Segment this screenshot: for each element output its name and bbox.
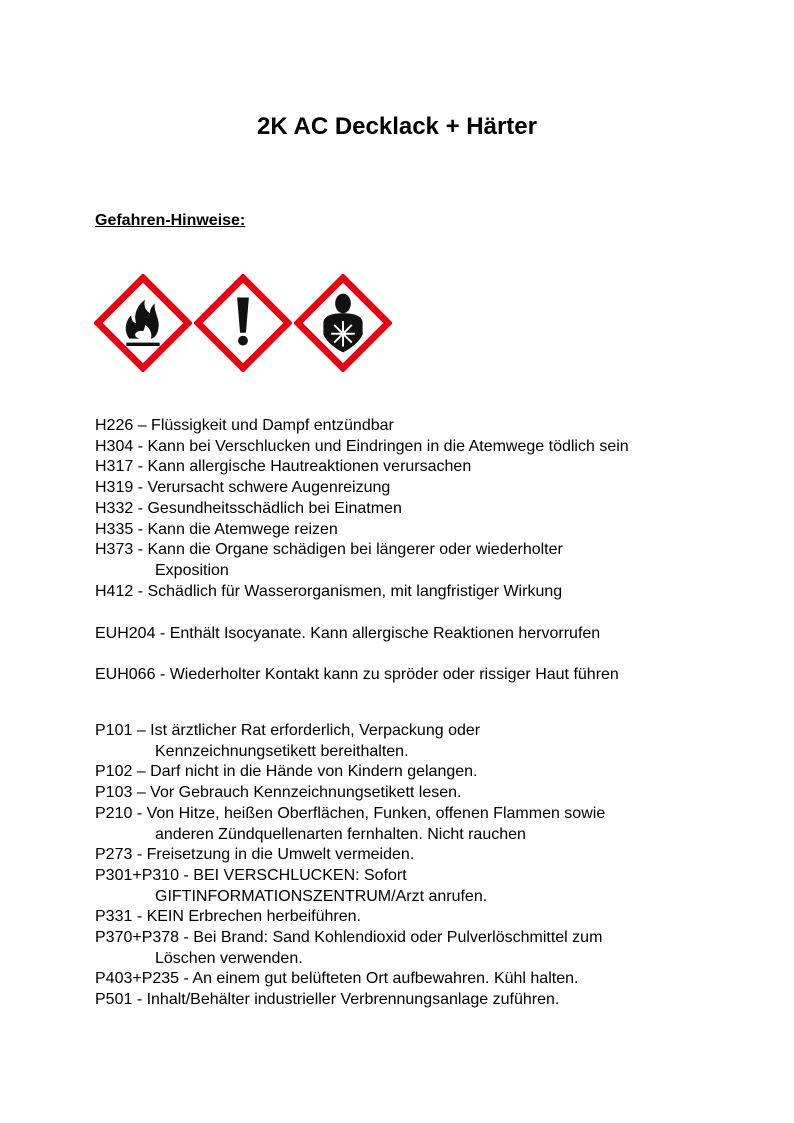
p-statement-continuation: Kennzeichnungsetikett bereithalten.	[155, 742, 409, 760]
euh-statement	[95, 665, 619, 686]
h-statement: H319 - Verursacht schwere Augenreizung	[95, 479, 391, 497]
p-statement: P102 – Darf nicht in die Hände von Kindern gelangen.	[95, 763, 478, 781]
h-statement-continuation: Exposition	[155, 561, 229, 579]
p-statement: P370+P378 - Bei Brand: Sand Kohlendioxid oder Pulverlöschmittel zum	[95, 929, 603, 947]
p-statement: P501 - Inhalt/Behälter industrieller Verbrennungsanlage zuführen.	[95, 991, 560, 1009]
document-title: 2K AC Decklack + Härter	[257, 113, 537, 140]
ghs-pictograms	[94, 274, 392, 372]
flame-icon	[94, 274, 192, 372]
section-heading: Gefahren-Hinweise:	[95, 212, 246, 229]
euh-statement	[95, 624, 600, 645]
p-statement-continuation: GIFTINFORMATIONSZENTRUM/Arzt anrufen.	[155, 887, 488, 905]
euh-066: EUH066 - Wiederholter Kontakt kann zu spröder oder rissiger Haut führen	[95, 666, 619, 683]
h-statement: H335 - Kann die Atemwege reizen	[95, 520, 338, 538]
health-hazard-icon	[294, 274, 392, 372]
p-statement: P301+P310 - BEI VERSCHLUCKEN: Sofort	[95, 866, 407, 884]
euh-204: EUH204 - Enthält Isocyanate. Kann allergische Reaktionen hervorrufen	[95, 625, 601, 642]
p-statement: P210 - Von Hitze, heißen Oberflächen, Funken, offenen Flammen sowie	[95, 804, 606, 822]
p-statement-continuation: Löschen verwenden.	[155, 949, 303, 967]
hazard-statements	[95, 416, 629, 602]
p-statement: P403+P235 - An einem gut belüfteten Ort aufbewahren. Kühl halten.	[95, 970, 579, 988]
p-statement: P103 – Vor Gebrauch Kennzeichnungsetikett lesen.	[95, 784, 462, 802]
h-statement: H317 - Kann allergische Hautreaktionen verursachen	[95, 458, 472, 476]
p-statement: P273 - Freisetzung in die Umwelt vermeiden.	[95, 846, 415, 864]
h-statement: H373 - Kann die Organe schädigen bei längerer oder wiederholter	[95, 541, 563, 559]
precautionary-statements	[95, 721, 605, 1011]
h-statement: H412 - Schädlich für Wasserorganismen, mit langfristiger Wirkung	[95, 582, 563, 600]
h-statement: H332 - Gesundheitsschädlich bei Einatmen	[95, 499, 402, 517]
h-statement: H226 – Flüssigkeit und Dampf entzündbar	[95, 417, 394, 434]
p-statement: P101 – Ist ärztlicher Rat erforderlich, Verpackung oder	[95, 722, 481, 739]
p-statement-continuation: anderen Zündquellenarten fernhalten. Nicht rauchen	[155, 825, 526, 843]
exclamation-icon	[194, 274, 292, 372]
h-statement: H304 - Kann bei Verschlucken und Eindringen in die Atemwege tödlich sein	[95, 437, 629, 455]
p-statement: P331 - KEIN Erbrechen herbeiführen.	[95, 908, 361, 926]
